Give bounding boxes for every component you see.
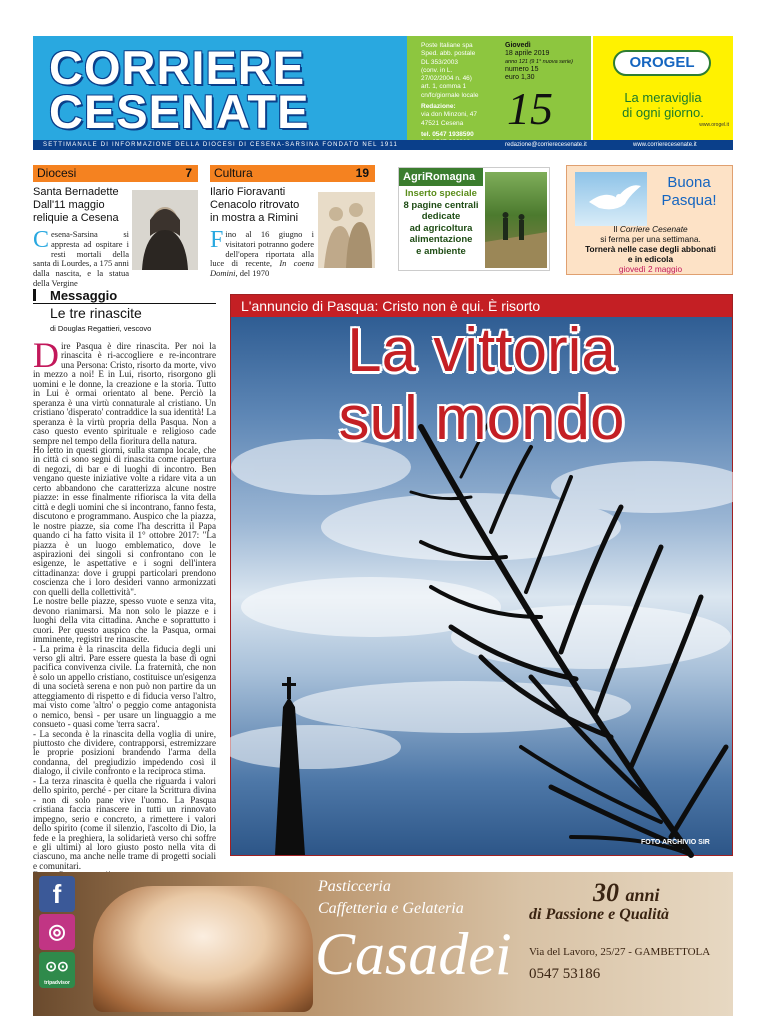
agri-line: e ambiente [416, 245, 466, 257]
teaser-title-diocesi[interactable] [33, 186, 133, 225]
ad-pasticceria: Pasticceria [318, 878, 391, 895]
website-link[interactable]: www.corrierecesenate.it [633, 142, 697, 148]
messaggio-heading: Messaggio [50, 288, 118, 303]
agriromagna-text [399, 188, 483, 257]
casadei-ad[interactable] [33, 872, 733, 1016]
postal-line: 27/02/2004 n. 46) [421, 75, 472, 83]
masthead-title-line2: CESENATE [49, 85, 310, 138]
section-bar-diocesi[interactable] [33, 165, 198, 182]
section-label: Diocesi [37, 166, 77, 180]
orogel-tagline-line: La meraviglia [624, 90, 702, 105]
issue-anno: anno 121 (9 1° nuova serie) [505, 59, 573, 65]
teaser-title-line: Dall'11 maggio [33, 199, 105, 211]
masthead-strip [33, 140, 733, 150]
ad-years-number: 30 [593, 878, 619, 907]
ad-address: Via del Lavoro, 25/27 - GAMBETTOLA [529, 946, 711, 958]
redazione-address: via don Minzoni, 47 [421, 111, 478, 119]
postal-info [421, 42, 507, 148]
pasqua-text: e in edicola [627, 254, 674, 264]
redazione-address: 47521 Cesena [421, 119, 464, 127]
agriromagna-photo [485, 172, 547, 268]
postal-line: cn/fc/giornale locale [421, 91, 479, 99]
feature-headline-line: sul mondo [338, 384, 625, 453]
dove-photo [575, 172, 647, 226]
issue-date: 18 aprile 2019 [505, 50, 550, 57]
agri-line: ad agricoltura [409, 222, 473, 234]
agriromagna-box[interactable] [398, 167, 550, 271]
postal-line: (conv. in L. [421, 66, 453, 74]
orogel-logo: OROGEL [613, 50, 711, 76]
teaser-title-line: reliquie a Cesena [33, 212, 119, 224]
messaggio-author: di Douglas Regattieri, vescovo [50, 324, 152, 333]
messaggio-divider [33, 303, 216, 304]
ad-years-word: anni [625, 885, 660, 905]
teaser-title-line: Santa Bernadette [33, 186, 119, 198]
teaser-title-cultura[interactable] [210, 186, 320, 225]
teaser-title-line: Ilario Fioravanti [210, 186, 286, 198]
photo-credit: FOTO ARCHIVIO SIR [641, 839, 710, 846]
dropcap: F [210, 227, 224, 253]
masthead-info-block [407, 36, 591, 140]
teaser-text-cultura [210, 227, 314, 279]
pasqua-title-line: Pasqua! [661, 192, 717, 209]
buona-pasqua-text [571, 224, 730, 274]
feature-headline-line: La vittoria [347, 316, 616, 385]
masthead [33, 36, 733, 150]
teaser-text: , del 1970 [235, 268, 270, 279]
feature-headline [231, 317, 732, 453]
teaser-text-diocesi [33, 227, 129, 289]
tripadvisor-icon[interactable] [39, 952, 75, 988]
ad-caffetteria: Caffetteria e Gelateria [318, 900, 464, 917]
feature-kicker: L'annuncio di Pasqua: Cristo non è qui. È risorto [231, 295, 732, 317]
teaser-title-line: in mostra a Rimini [210, 212, 299, 224]
pasqua-text: si ferma per una settimana. [600, 234, 701, 244]
cenacolo-photo [318, 192, 375, 268]
agri-line: 8 pagine centrali [403, 199, 479, 211]
issue-number: numero 15 [505, 66, 539, 73]
teaser-text: ino al 16 giugno i visitatori potranno godere dell'opera riportata alla luce di recente, [210, 229, 314, 269]
return-date: giovedì 2 maggio [618, 264, 683, 274]
ad-years [593, 878, 660, 908]
issue-big-number: 15 [507, 83, 553, 134]
messaggio-marker [33, 289, 36, 301]
ad-phone[interactable]: 0547 53186 [529, 966, 601, 982]
redazione-email[interactable]: redazione@corrierecesenate.it [505, 142, 587, 148]
ad-brand: Casadei [315, 921, 512, 987]
pasqua-text: Il [613, 224, 618, 234]
dropcap: C [33, 227, 50, 253]
issue-price: euro 1,30 [505, 74, 535, 81]
pasqua-text: Tornerà nelle case degli abbonati [585, 244, 716, 254]
section-bar-cultura[interactable] [210, 165, 375, 182]
section-label: Cultura [214, 166, 253, 180]
agri-line: dedicate [421, 211, 461, 222]
teaser-text: esena-Sarsina si appresta ad ospitare i resti mortali della santa di Lourdes, a 175 anni dalla nascita, e la statua della Vergine [33, 229, 129, 288]
main-feature [230, 294, 733, 856]
teaser-text-emphasis: In coena Domini [210, 258, 314, 279]
orogel-tagline [593, 90, 733, 120]
redazione-label: Redazione: [421, 103, 456, 111]
tripadvisor-label: tripadvisor [44, 980, 70, 986]
article-paragraph: - La prima è la rinascita della fiducia degli uni verso gli altri. Pare essere questa la base di ogni pacifica convivenza civile. La fraternità, che non è solo un appello cristiano, costituisce un'esigenza di una società serena e non può non partire da un atteggiamento di rispetto e di fiducia verso l'altro, mai visto come 'altro' o peggio come antagonista o nemico, bensì - per usare un linguaggio a me consueto - quasi come 'terra sacra'. [33, 643, 216, 730]
section-page-number: 7 [185, 166, 192, 180]
messaggio-body [33, 335, 216, 871]
issue-info [505, 42, 591, 82]
section-page-number: 19 [355, 166, 369, 180]
buona-pasqua-box [566, 165, 733, 275]
article-paragraph: Le nostre belle piazze, spesso vuote e senza vita, devono rianimarsi. Ma non solo le piazze e i luoghi della vita cittadina. Anche e soprattutto i cuori. Per questo auspico che la Pasqua, ormai imminente, registri tre rinascite. [33, 596, 216, 645]
teaser-title-line: Cenacolo ritrovato [210, 199, 300, 211]
tripadvisor-owl-icon: ⊙⊙ [45, 958, 69, 974]
pasqua-title-line: Buona [667, 174, 711, 191]
postal-line: DL 353/2003 [421, 58, 458, 66]
buona-pasqua-title [649, 174, 729, 210]
masthead-subtitle: SETTIMANALE DI INFORMAZIONE DELLA DIOCESI DI CESENA-SARSINA FONDATO NEL 1911 [43, 142, 399, 148]
article-paragraph: ire Pasqua è dire rinascita. Per noi la rinascita è ri-accogliere e re-incontrare una Persona: Cristo, risorto da morte, vivo in mezzo a noi! E in Lui, risorto, risorgono gli uomini e le donne, la creazione e la storia. Tutto in Lui è ormai orientato al bene. Perciò la speranza è una virtù connaturale al cristiano. Un cristiano 'disperato' contraddice la sua identità! La speranza è la virtù propria della Pasqua. Non a caso questo evento spirituale e religioso cade sempre nel tempo della fioritura della natura. [33, 341, 216, 446]
postal-line: Sped. abb. postale [421, 50, 476, 58]
masthead-title-line1: CORRIERE [49, 41, 306, 94]
cake-photo [93, 886, 313, 1012]
orogel-url[interactable]: www.orogel.it [699, 122, 729, 128]
dropcap: D [33, 335, 59, 375]
postal-line: Poste Italiane spa [421, 42, 473, 49]
agriromagna-title: AgriRomagna [399, 168, 483, 186]
redazione-tel: tel. 0547 1938590 [421, 130, 474, 138]
facebook-icon[interactable]: f [39, 876, 75, 912]
messaggio-title: Le tre rinascite [50, 305, 142, 321]
masthead-title-block [33, 36, 407, 140]
agri-inserto: Inserto speciale [405, 188, 477, 199]
orogel-tagline-line: di ogni giorno. [622, 105, 704, 120]
ad-slogan: di Passione e Qualità [529, 906, 670, 923]
paper-name: Corriere Cesenate [619, 224, 688, 234]
article-paragraph: - La terza rinascita è quella che riguarda i valori dello spirito, perché - per citare la Scrittura divina - non di solo pane vive l'uomo. La Pasqua cristiana faccia rinascere in tutti un rinnovato impegno, serio e concreto, a rimettere i valori dello spirito (come il silenzio, l'ascolto di Dio, la fede e la preghiera, la solidarietà verso chi soffre e gli ultimi) al loro giusto posto nella vita di ciascuno, ma anche nelle trame di progetti sociali e comunitari. [33, 775, 216, 871]
article-paragraph: - La seconda è la rinascita della voglia di unire, piuttosto che dividere, contrapporsi, estremizzare le proprie posizioni brandendo l'arma della condanna, del pregiudizio impedendo così il dialogo, il civile confronto e la reciproca stima. [33, 728, 216, 777]
article-paragraph: Ho letto in questi giorni, sulla stampa locale, che in città ci sono segni di rinascita come riapertura di negozi, di bar e di luoghi di incontro. Ben vengano queste iniziative volte a ridare vita a un certo abbandono che caratterizza alcune nostre piazze: in esse finalmente rifiorisca la vita della città e degli uomini che si incontrano, fanno festa, discutono e programmano. Auspico che la piazza, le nostre piazze, sia come l'ha descritta il Papa quando ci ha fatto visita il 1° ottobre 2017: "La piazza è un luogo emblematico, dove le aspirazioni dei singoli si confrontano con le esigenze, le aspettative e i sogni dell'intera cittadinanza: dove i gruppi particolari prendono coscienza che i loro desideri vanno armonizzati con quelli della collettività". [33, 444, 216, 597]
issue-weekday: Giovedì [505, 42, 531, 49]
orogel-ad[interactable] [593, 36, 733, 140]
instagram-icon[interactable]: ◎ [39, 914, 75, 950]
postal-line: art. 1, comma 1 [421, 83, 467, 91]
bernadette-photo [132, 190, 198, 270]
agri-line: alimentazione [409, 234, 473, 245]
